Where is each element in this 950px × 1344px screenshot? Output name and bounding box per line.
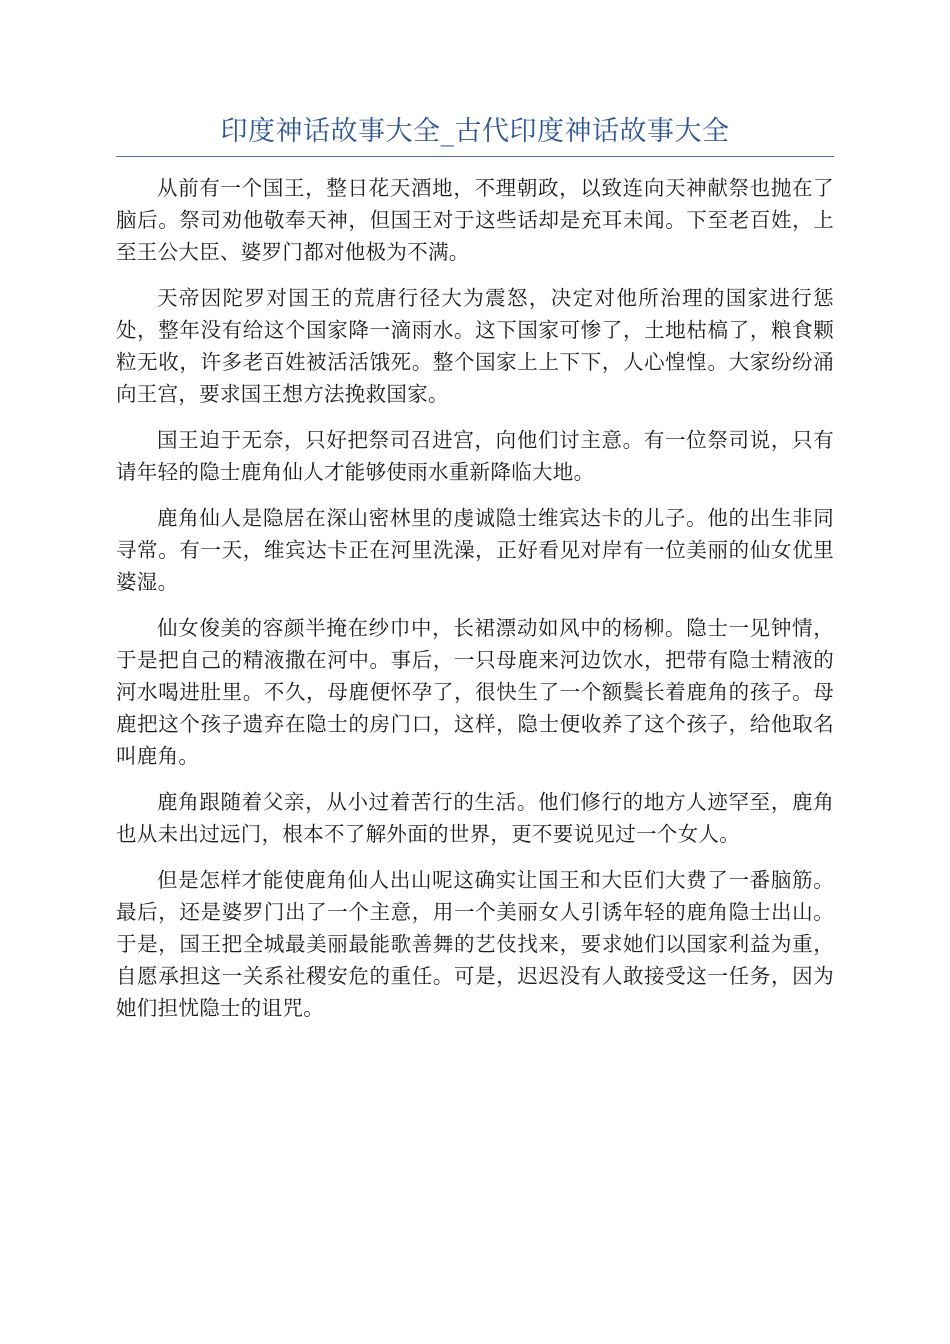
paragraph-5: 仙女俊美的容颜半掩在纱巾中，长裙漂动如风中的杨柳。隐士一见钟情，于是把自己的精液撒在河中。事后，一只母鹿来河边饮水，把带有隐士精液的河水喝进肚里。不久，母鹿便怀孕了，很快生了一个额鬓长着鹿角的孩子。母鹿把这个孩子遗弃在隐士的房门口，这样，隐士便收养了这个孩子，给他取名叫鹿角。 — [116, 616, 834, 768]
paragraph-4: 鹿角仙人是隐居在深山密林里的虔诚隐士维宾达卡的儿子。他的出生非同寻常。有一天，维宾达卡正在河里洗澡，正好看见对岸有一位美丽的仙女优里婆湿。 — [116, 506, 834, 594]
paragraph-7: 但是怎样才能使鹿角仙人出山呢这确实让国王和大臣们大费了一番脑筋。最后，还是婆罗门出了一个主意，用一个美丽女人引诱年轻的鹿角隐士出山。于是，国王把全城最美丽最能歌善舞的艺伎找来，要求她们以国家利益为重，自愿承担这一关系社稷安危的重任。可是，迟迟没有人敢接受这一任务，因为她们担忧隐士的诅咒。 — [116, 868, 834, 1020]
title-block — [116, 112, 834, 157]
paragraph-1: 从前有一个国王，整日花天酒地，不理朝政，以致连向天神献祭也抛在了脑后。祭司劝他敬奉天神，但国王对于这些话却是充耳未闻。下至老百姓，上至王公大臣、婆罗门都对他极为不满。 — [116, 176, 834, 264]
document-body — [116, 172, 834, 1038]
paragraph-3: 国王迫于无奈，只好把祭司召进宫，向他们讨主意。有一位祭司说，只有请年轻的隐士鹿角仙人才能够使雨水重新降临大地。 — [116, 428, 834, 484]
page-title: 印度神话故事大全_古代印度神话故事大全 — [220, 116, 730, 147]
paragraph-6: 鹿角跟随着父亲，从小过着苦行的生活。他们修行的地方人迹罕至，鹿角也从未出过远门，根本不了解外面的世界，更不要说见过一个女人。 — [116, 790, 834, 846]
paragraph-2: 天帝因陀罗对国王的荒唐行径大为震怒，决定对他所治理的国家进行惩处，整年没有给这个国家降一滴雨水。这下国家可惨了，土地枯槁了，粮食颗粒无收，许多老百姓被活活饿死。整个国家上上下下，人心惶惶。大家纷纷涌向王宫，要求国王想方法挽救国家。 — [116, 286, 834, 406]
